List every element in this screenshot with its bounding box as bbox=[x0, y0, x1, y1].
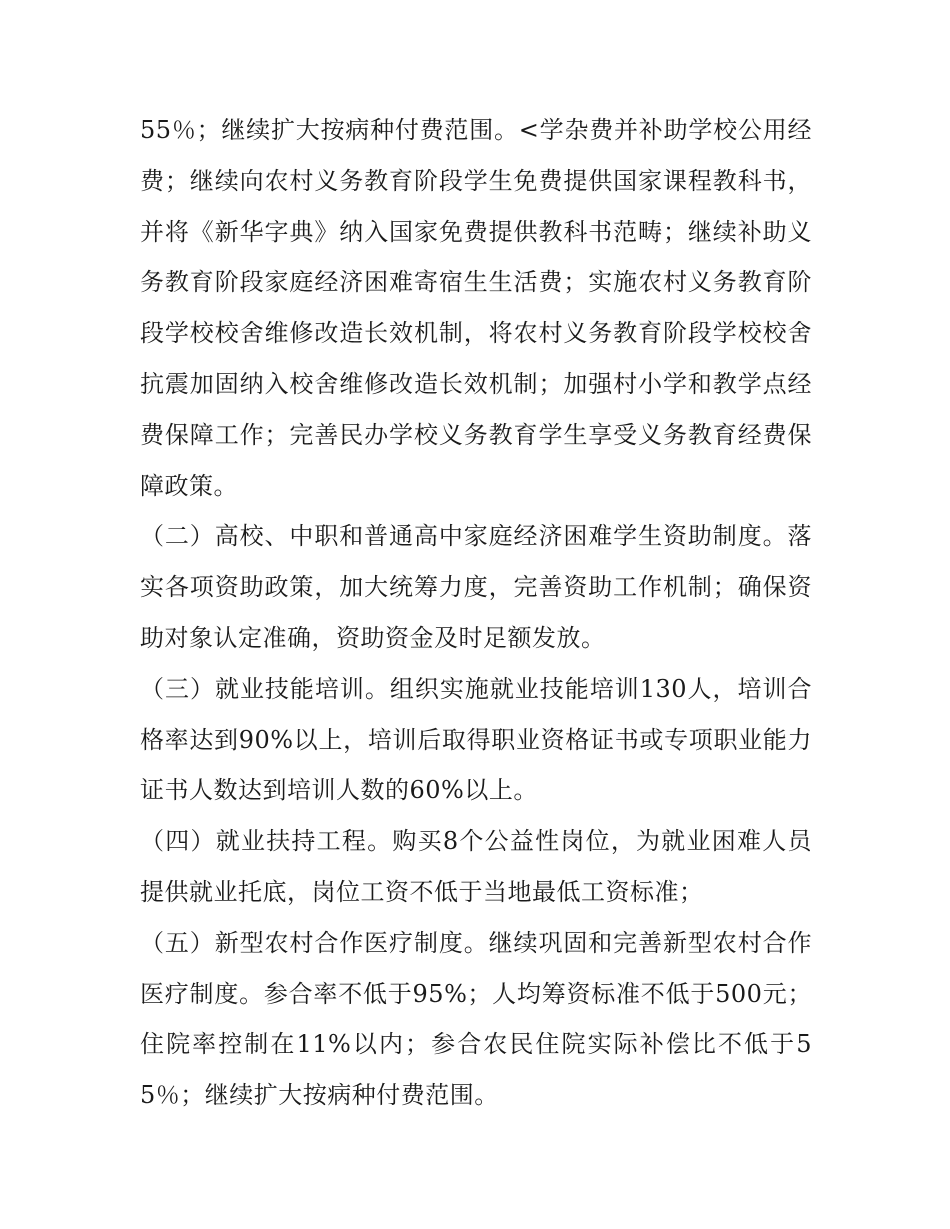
paragraph-employment-support: （四）就业扶持工程。购买8个公益性岗位，为就业困难人员提供就业托底，岗位工资不低于当地最低工资标准； bbox=[140, 827, 812, 906]
paragraph-continuation: 55％；继续扩大按病种付费范围。<学杂费并补助学校公用经费；继续向农村义务教育阶段学生免费提供国家课程教科书，并将《新华字典》纳入国家免费提供教科书范畴；继续补助义务教育阶段家庭经济困难寄宿生生活费；实施农村义务教育阶段学校校舍维修改造长效机制，将农村义务教育阶段学校校舍抗震加固纳入校舍维修改造长效机制；加强村小学和教学点经费保障工作；完善民办学校义务教育学生享受义务教育经费保障政策。 bbox=[140, 116, 812, 500]
paragraph-student-aid: （二）高校、中职和普通高中家庭经济困难学生资助制度。落实各项资助政策，加大统筹力度，完善资助工作机制；确保资助对象认定准确，资助资金及时足额发放。 bbox=[140, 522, 812, 652]
paragraph-skills-training: （三）就业技能培训。组织实施就业技能培训130人，培训合格率达到90%以上，培训后取得职业资格证书或专项职业能力证书人数达到培训人数的60%以上。 bbox=[140, 674, 812, 805]
document-body bbox=[140, 105, 812, 1121]
paragraph-rural-medical: （五）新型农村合作医疗制度。继续巩固和完善新型农村合作医疗制度。参合率不低于95%；人均筹资标准不低于500元；住院率控制在11%以内；参合农民住院实际补偿比不低于55％；继续扩大按病种付费范围。 bbox=[140, 928, 812, 1110]
